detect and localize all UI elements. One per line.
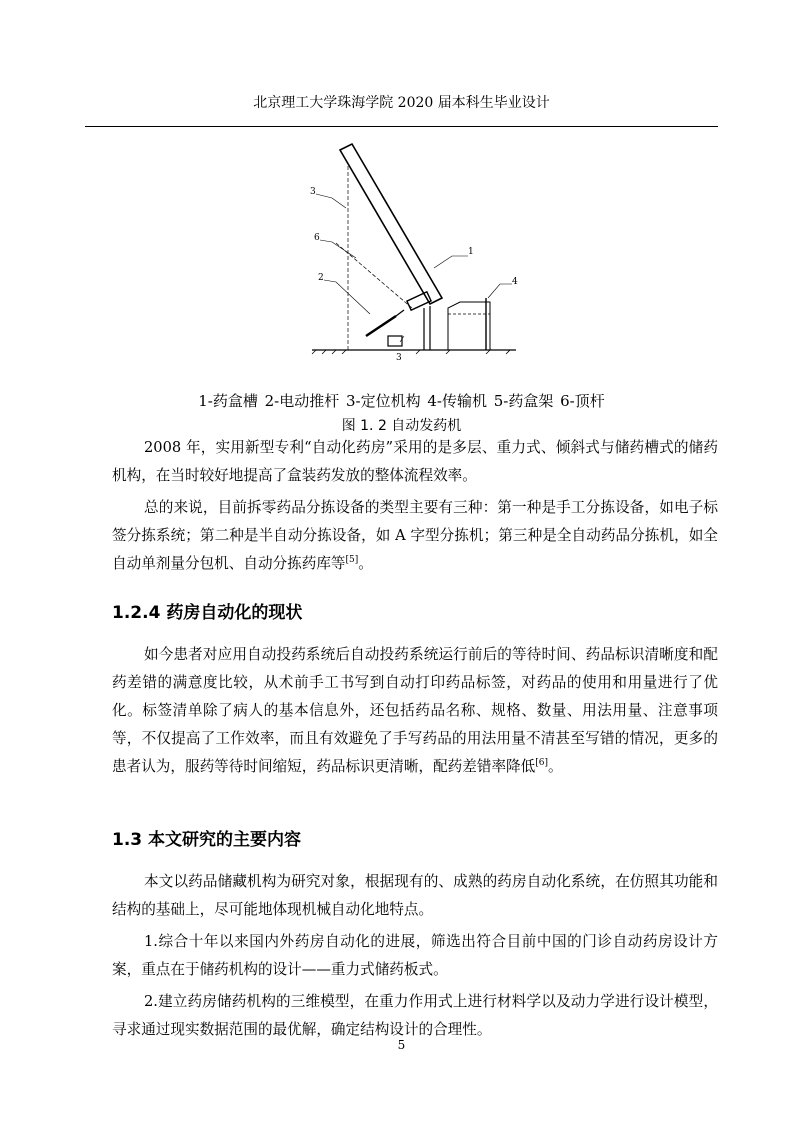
callout-3-bottom: 3: [396, 353, 402, 363]
paragraph-sorting-end: 。: [358, 555, 373, 572]
callout-2: 2: [318, 273, 324, 283]
citation-5: [5]: [345, 555, 359, 566]
paragraph-research-object: 本文以药品储藏机构为研究对象，根据现有的、成熟的药房自动化系统，在仿照其功能和结构的基础上，尽可能地体现机械自动化地特点。: [112, 873, 718, 918]
section-heading-1-2-4: 1.2.4 药房自动化的现状: [112, 603, 303, 623]
paragraph-item-2: 2.建立药房储药机构的三维模型，在重力作用式上进行材料学以及动力学进行设计模型，寻求通过现实数据范围的最优解，确定结构设计的合理性。: [112, 993, 718, 1038]
figure-caption: 图 1. 2 自动发药机: [341, 418, 462, 434]
callout-3-top: 3: [310, 187, 316, 197]
paragraph-sorting-text: 总的来说，目前拆零药品分拣设备的类型主要有三种：第一种是手工分拣设备，如电子标签分拣系统；第二种是半自动分拣设备，如 A 字型分拣机；第三种是全自动药品分拣机，如全自动单剂量分包机、自动分拣药库等: [112, 499, 718, 572]
figure-dispenser-diagram: [300, 138, 530, 370]
callout-6: 6: [314, 233, 320, 243]
paragraph-automation-text: 如今患者对应用自动投药系统后自动投药系统运行前后的等待时间、药品标识清晰度和配药差错的满意度比较，从术前手工书写到自动打印药品标签，对药品的使用和用量进行了优化。标签清单除了病人的基本信息外，还包括药品名称、规格、数量、用法用量、注意事项等，不仅提高了工作效率，而且有效避免了手写药品的用法用量不清甚至写错的情况，更多的患者认为，服药等待时间缩短，药品标识更清晰，配药差错率降低: [112, 646, 718, 775]
paragraph-2008-patent: 2008 年，实用新型专利“自动化药房”采用的是多层、重力式、倾斜式与储药槽式的储药机构，在当时较好地提高了盒装药发放的整体流程效率。: [112, 439, 718, 484]
callout-1: 1: [468, 247, 474, 257]
page-header: [85, 92, 718, 127]
callout-4: 4: [512, 277, 518, 287]
dispenser-diagram: [300, 138, 530, 370]
header-title: 北京理工大学珠海学院 2020 届本科生毕业设计: [253, 95, 550, 111]
paragraph-automation-end: 。: [547, 758, 563, 775]
paragraph-sorting-devices: [112, 494, 718, 578]
paragraph-automation-status: [112, 641, 718, 781]
paragraph-item-1: 1.综合十年以来国内外药房自动化的进展，筛选出符合目前中国的门诊自动药房设计方案，重点在于储药机构的设计——重力式储药板式。: [112, 933, 718, 978]
page-number: 5: [397, 1038, 406, 1052]
section-heading-1-3: 1.3 本文研究的主要内容: [112, 830, 302, 850]
citation-6: [6]: [535, 758, 548, 769]
figure-legend: 1-药盒槽 2-电动推杆 3-定位机构 4-传输机 5-药盒架 6-顶杆: [198, 392, 605, 410]
